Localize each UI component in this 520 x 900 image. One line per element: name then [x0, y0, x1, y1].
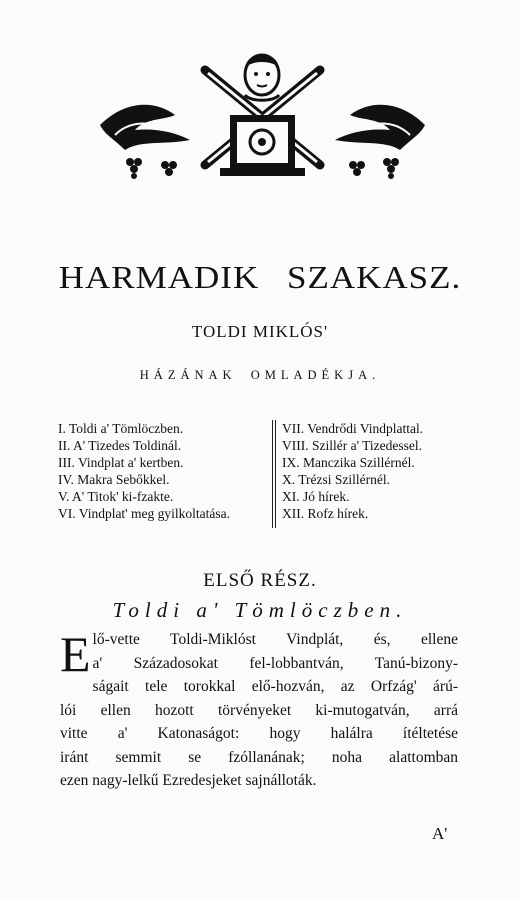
section-heading: ELSŐ RÉSZ.	[203, 570, 317, 591]
toc-entry: II. A' Tizedes Toldinál.	[58, 438, 182, 453]
toc-entry: VII. Vendrődi Vindplattal.	[282, 421, 424, 436]
toc-entry: III. Vindplat a' kertben.	[58, 455, 184, 470]
text-line: ezen nagy-lelkű Ezredesjeket sajnálloták.	[60, 772, 317, 789]
text-line: lő-vette Toldi-Miklóst Vindplát, és, ellene	[92, 631, 458, 648]
toc-entry: V. A' Titok' ki-fzakte.	[58, 489, 174, 504]
toc-entry: XI. Jó hírek.	[282, 489, 350, 504]
part-title: HARMADIK SZAKASZ.	[58, 260, 462, 296]
text-line: a' Századosokat fel-lobbantván, Tanú-bizony-	[92, 654, 458, 672]
text-line: vitte a' Katonaságot: hogy halálra ítéltetése	[60, 725, 458, 742]
toc-entry: I. Toldi a' Tömlöczben.	[58, 421, 184, 436]
chapter-title: Toldi a' Tömlöczben.	[112, 598, 408, 622]
toc-entry: IX. Manczika Szillérnél.	[282, 455, 415, 470]
toc-entry: X. Trézsi Szillérnél.	[282, 472, 390, 487]
part-subtitle: TOLDI MIKLÓS'	[191, 322, 329, 341]
body-paragraph	[60, 628, 458, 793]
toc-entry: VIII. Szillér a' Tizedessel.	[282, 438, 423, 453]
headpiece-ornament	[95, 40, 430, 190]
text-line: ságait tele torokkal elő-hozván, az Orfzág' árú-	[92, 678, 458, 695]
toc-left-column	[58, 420, 270, 528]
toc-divider	[272, 420, 276, 528]
catchword: A'	[432, 824, 448, 843]
text-line: iránt semmit se fzóllanának; noha alattomban	[60, 748, 458, 766]
toc-right-column	[280, 420, 423, 528]
toc-entry: IV. Makra Sebőkkel.	[58, 472, 170, 487]
drop-cap: E	[60, 626, 91, 682]
toc-entry: XII. Rofz hírek.	[282, 506, 369, 521]
table-of-contents	[58, 420, 478, 528]
part-subsubtitle: HÁZÁNAK OMLADÉKJA.	[139, 368, 381, 382]
toc-entry: VI. Vindplat' meg gyilkoltatása.	[58, 506, 230, 521]
text-line: lói ellen hozott törvényeket ki-mutogatván, arrá	[60, 701, 458, 719]
